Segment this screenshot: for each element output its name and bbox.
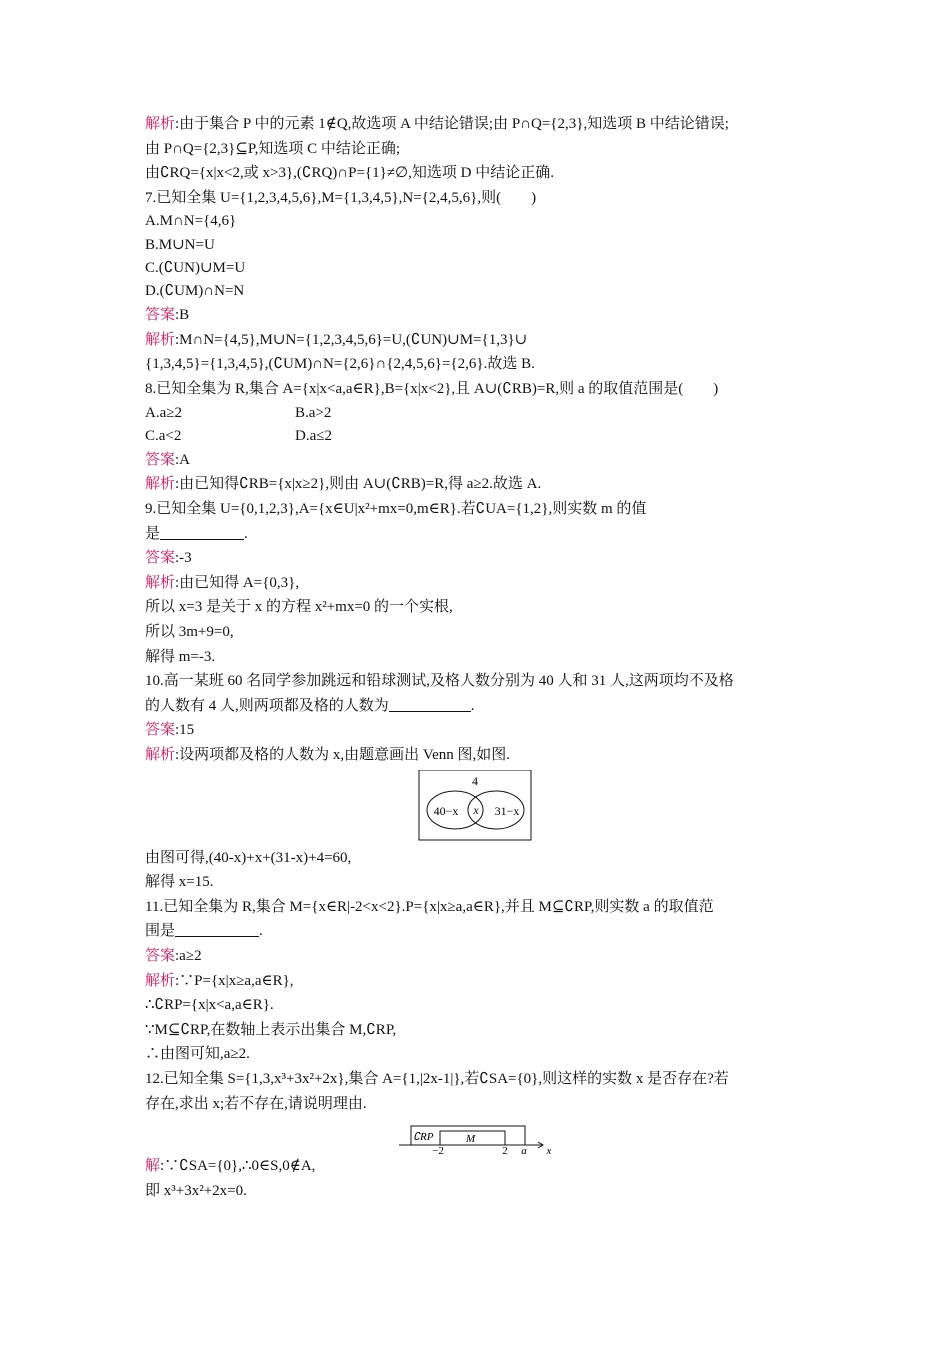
- line-text: 9.已知全集 U={0,1,2,3},A={x∈U|x²+mx=0,m∈R}.若∁UA={1,2},则实数 m 的值: [145, 501, 647, 518]
- text-line: [145, 448, 815, 473]
- document-content: [145, 112, 815, 1203]
- answer-label: 解析: [145, 574, 176, 591]
- answer-label: 答案: [145, 307, 176, 324]
- option-column-b: D.a≤2: [295, 427, 332, 444]
- venn-diagram: [145, 770, 815, 846]
- fill-in-blank: [389, 695, 471, 712]
- fill-in-blank: [175, 920, 259, 937]
- text-line: [145, 919, 815, 944]
- text-line: [145, 137, 815, 162]
- text-line: [145, 743, 815, 768]
- fill-in-blank: [160, 523, 244, 540]
- line-text: :由已知得∁RB={x|x≥2},则由 A∪(∁RB)=R,得 a≥2.故选 A.: [175, 476, 542, 493]
- text-line: [145, 522, 815, 547]
- line-text: :由已知得 A={0,3},: [175, 574, 300, 591]
- line-text: 解得 x=15.: [145, 874, 214, 891]
- line-text: :-3: [175, 550, 192, 567]
- axis-label-set2: M: [466, 1133, 476, 1146]
- text-line: [145, 595, 815, 620]
- text-line: [145, 1018, 815, 1043]
- text-line: [145, 571, 815, 596]
- text-block-1: [145, 112, 815, 768]
- text-line: [145, 1042, 815, 1067]
- line-text: 所以 x=3 是关于 x 的方程 x²+mx=0 的一个实根,: [145, 599, 453, 616]
- line-text: {1,3,4,5}={1,3,4,5},(∁UM)∩N={2,6}∩{2,4,5,6}={2,6}.故选 B.: [145, 356, 535, 373]
- venn-label-top: 4: [472, 773, 478, 788]
- text-line: [145, 1154, 815, 1179]
- line-text: 7.已知全集 U={1,2,3,4,5,6},M={1,3,4,5},N={2,4,5,6},则( ): [145, 189, 537, 206]
- text-block-2: [145, 846, 815, 1117]
- line-text: ∵M⊆∁RP,在数轴上表示出集合 M,∁RP,: [145, 1021, 397, 1038]
- text-line: [145, 497, 815, 522]
- line-text: ∴∁RP={x|x<a,a∈R}.: [145, 997, 274, 1014]
- line-text: A.a≥2: [145, 404, 182, 421]
- answer-label: 答案: [145, 947, 176, 964]
- answer-label: 解析: [145, 972, 176, 989]
- text-line: [145, 186, 815, 211]
- text-line: [145, 846, 815, 871]
- line-text: 12.已知全集 S={1,3,x³+3x²+2x},集合 A={1,|2x-1|},若∁SA={0},则这样的实数 x 是否存在?若: [145, 1070, 729, 1087]
- line-text: B.M∪N=U: [145, 236, 215, 253]
- text-line: [145, 402, 815, 425]
- answer-label: 解析: [145, 747, 176, 763]
- text-line: [145, 944, 815, 969]
- answer-label: 解析: [145, 476, 176, 493]
- axis-tick-a: a: [521, 1145, 527, 1155]
- answer-label: 答案: [145, 550, 176, 567]
- answer-label: 解析: [145, 331, 176, 348]
- line-text: :B: [175, 307, 190, 324]
- answer-label: 答案: [145, 451, 176, 468]
- text-line: [145, 546, 815, 571]
- answer-label: 答案: [145, 722, 176, 739]
- text-line: [145, 210, 815, 233]
- text-line: [145, 694, 815, 719]
- line-text: 围是: [145, 923, 176, 940]
- text-line: [145, 895, 815, 920]
- answer-label: 解析: [145, 116, 176, 132]
- text-line: [145, 870, 815, 895]
- line-text: :由于集合 P 中的元素 1∉Q,故选项 A 中结论错误;由 P∩Q={2,3},知选项 B 中结论错误;: [175, 116, 729, 132]
- line-text: 由∁RQ={x|x<2,或 x>3},(∁RQ)∩P={1}≠∅,知选项 D 中结论正确.: [145, 165, 554, 182]
- line-text: :a≥2: [175, 947, 202, 964]
- text-line: [145, 645, 815, 670]
- line-text: C.a<2: [145, 427, 182, 444]
- venn-label-left: 40−x: [433, 803, 459, 818]
- axis-label-set1: ∁RP: [413, 1131, 434, 1144]
- line-text-after: .: [259, 923, 263, 940]
- text-line: [145, 280, 815, 303]
- line-text: D.(∁UM)∩N=N: [145, 282, 245, 299]
- text-line: [145, 425, 815, 448]
- line-text: 10.高一某班 60 名同学参加跳远和铅球测试,及格人数分别为 40 人和 31 人,这两项均不及格: [145, 673, 734, 690]
- text-line: [145, 993, 815, 1018]
- line-text: ∴由图可知,a≥2.: [145, 1046, 250, 1063]
- line-text: 11.已知全集为 R,集合 M={x∈R|-2<x<2}.P={x|x≥a,a∈R},并且 M⊆∁RP,则实数 a 的取值范: [145, 898, 714, 915]
- text-line: [145, 969, 815, 994]
- axis-tick-2: 2: [502, 1145, 508, 1155]
- number-line-diagram: [145, 1116, 815, 1154]
- line-text: 8.已知全集为 R,集合 A={x|x<a,a∈R},B={x|x<2},且 A∪(∁RB)=R,则 a 的取值范围是( ): [145, 380, 719, 397]
- text-line: [145, 234, 815, 257]
- line-text: :15: [175, 722, 195, 739]
- line-text: 由 P∩Q={2,3}⊆P,知选项 C 中结论正确;: [145, 140, 401, 157]
- venn-label-mid: x: [473, 802, 479, 817]
- text-line: [145, 112, 815, 137]
- line-text: :∵∁SA={0},∴0∈S,0∉A,: [160, 1158, 316, 1175]
- text-line: [145, 352, 815, 377]
- line-text: 由图可得,(40-x)+x+(31-x)+4=60,: [145, 849, 352, 866]
- line-text: 的人数有 4 人,则两项都及格的人数为: [145, 697, 389, 714]
- text-line: [145, 161, 815, 186]
- line-text: 存在,求出 x;若不存在,请说明理由.: [145, 1095, 367, 1112]
- line-text: A.M∩N={4,6}: [145, 213, 237, 230]
- line-text-after: .: [470, 697, 475, 714]
- venn-label-right: 31−x: [494, 803, 520, 818]
- text-line: [145, 1067, 815, 1092]
- line-text: :∵P={x|x≥a,a∈R},: [175, 972, 294, 989]
- answer-label: 解: [145, 1158, 161, 1175]
- text-line: [145, 257, 815, 280]
- text-block-3: [145, 1154, 815, 1203]
- text-line: [145, 328, 815, 353]
- text-line: [145, 1179, 815, 1204]
- axis-tick-x: x: [546, 1145, 552, 1155]
- line-text: :A: [175, 451, 191, 468]
- line-text: C.(∁UN)∪M=U: [145, 259, 246, 276]
- option-column-b: B.a>2: [295, 404, 332, 421]
- line-text: 是: [145, 525, 161, 542]
- line-text: 即 x³+3x²+2x=0.: [145, 1182, 247, 1199]
- text-line: [145, 1092, 815, 1117]
- line-text: 解得 m=-3.: [145, 648, 216, 665]
- text-line: [145, 669, 815, 694]
- line-text: 所以 3m+9=0,: [145, 624, 234, 641]
- line-text: :设两项都及格的人数为 x,由题意画出 Venn 图,如图.: [175, 747, 511, 763]
- text-line: [145, 620, 815, 645]
- text-line: [145, 303, 815, 328]
- text-line: [145, 472, 815, 497]
- axis-tick-neg2: −2: [432, 1145, 444, 1155]
- text-line: [145, 718, 815, 743]
- line-text: :M∩N={4,5},M∪N={1,2,3,4,5,6}=U,(∁UN)∪M={1,3}∪: [175, 331, 528, 348]
- text-line: [145, 377, 815, 402]
- line-text-after: .: [244, 525, 248, 542]
